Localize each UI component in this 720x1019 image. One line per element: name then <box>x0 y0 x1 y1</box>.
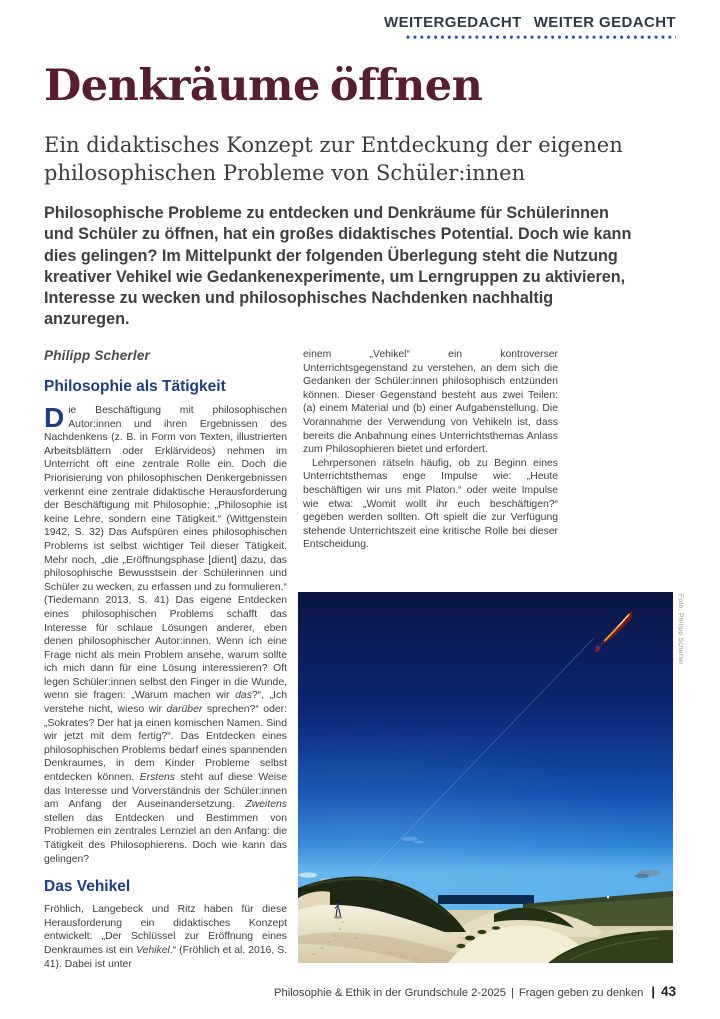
article-title-main: Denkräume <box>44 61 320 111</box>
photo-sea <box>438 895 534 904</box>
right-column <box>303 348 558 552</box>
right-column-paragraph-1: einem „Vehikel“ ein kontroverser Unterrichtsgegenstand zu verstehen, an dem sich die Gedanken der Schüler:innen philosophisch entzünden können. Dieser Gegenstand besteht aus zwei Teilen: (a) einem Material und (b) einer Aufgabenstellung. Die Vorannahme der Verwendung von Vehikeln ist, dass bereits die Anbahnung eines Unterrichtsthemas Anlass zum Philosophieren bietet und erfordert. <box>303 349 558 456</box>
kicker-text-2: WEITER GEDACHT <box>533 14 676 31</box>
section1-text: ie Beschäftigung mit philosophischen Autor:innen und ihren Ergebnissen des Nachdenkens (z. B. in Form von Texten, illustrierten Arbeitsblättern oder Erklärvideos) nehmen im Unterricht oft eine zentrale Rolle ein. Doch die Priorisierung von philosophischen Denkergebnissen verkennt eine zentrale didaktische Herausforderung der Beschäftigung mit Philosophie: „Philosophie ist keine Lehre, sondern eine Tätigkeit.“ (Wittgenstein 1942, S. 32) Das Aufspüren eines philosophischen Problems ist selbst wichtiger Teil dieser Tätigkeit. Mehr noch, „die „Eröffnungsphase [dient] dazu, das philosophische Bewusstsein der Schülerinnen und Schüler zu wecken, zu erfassen und zu formulieren.“ (Tiedemann 2013, S. 41) Das eigene Entdecken eines philosophischen Problems schafft das Interesse für schlaue Lösungen anderer, eben denen philosophischer Autor:innen. Wenn ich eine Frage nicht als mein Problem ansehe, warum sollte ich mich dann für eine Lösung interessieren? Oft legen Schüler:innen selbst den Finger in die Wunde, wenn sie fragen: „Warum machen wir das?“, „Ich verstehe nicht, wieso wir darüber sprechen?“ oder: „Sokrates? Der hat ja einen komischen Namen. Sind wir jetzt mit dem fertig?“. Das Entdecken eines philosophischen Problems bedarf eines spannenden Denkraumes, in dem Kinder Probleme selbst entdecken können. Erstens steht auf diese Weise das Interesse und Vorverständnis der Schüler:innen am Anfang der Auseinandersetzung. Zweitens stellen das Entdecken und Bestimmen von Problemen ein zentrales Lernziel an den Anfang: die Tätigkeit des Philosophierens. Doch wie kann das gelingen? <box>44 405 288 865</box>
kicker <box>384 14 676 31</box>
footer-separator: | <box>511 987 514 999</box>
author-byline: Philipp Scherler <box>44 348 150 363</box>
dune-kite-photo <box>298 592 673 963</box>
article-subtitle: Ein didaktisches Konzept zur Entdeckung der eigenen philosophischen Probleme von Schüler:innen <box>44 133 623 185</box>
article-title <box>44 63 482 110</box>
lead-paragraph: Philosophische Probleme zu entdecken und Denkräume für Schülerinnen und Schüler zu öffnen, hat ein großes didaktisches Potential. Doch wie kann dies gelingen? Im Mittelpunkt der folgenden Überlegung steht die Nutzung kreativer Vehikel wie Gedankenexperimente, um Lerngruppen zu aktivieren, Interesse zu wecken und philosophisches Nachdenken nachhaltig anzuregen. <box>44 204 632 329</box>
article-title-accent: öffnen <box>329 61 483 111</box>
photo-credit: Foto: Philipp Scherler <box>677 594 684 665</box>
page-number-separator: | <box>651 984 655 999</box>
journal-name: Philosophie & Ethik in der Grundschule 2-2025 <box>274 987 507 999</box>
right-column-paragraph-2: Lehrpersonen rätseln häufig, ob zu Beginn eines Unterrichtsthemas enge Impulse wie: „Heute beschäftigen wir uns mit Platon.“ oder weite Impulse wie etwa: „Womit wollt ihr euch beschäftigen?“ gegeben werden sollten. Oft spielt die zur Verfügung stehende Unterrichtszeit eine kritische Rolle bei dieser Entscheidung. <box>303 457 558 551</box>
page-number: 43 <box>660 984 676 999</box>
dune-kite-photo-graphic <box>298 592 673 963</box>
kicker-text-1: WEITERGEDACHT <box>384 14 522 31</box>
issue-theme: Fragen geben zu denken <box>518 987 644 999</box>
section2-paragraph: Fröhlich, Langebeck und Ritz haben für diese Herausforderung ein didaktisches Konzept entwickelt: „Der Schlüssel zur Eröffnung eines Denkraumes ist ein Vehikel.“ (Fröhlich et al. 2016, S. 41). Dabei ist unter <box>44 904 288 970</box>
section1-paragraph <box>44 404 287 866</box>
kicker-dotted-rule <box>406 35 676 40</box>
page-footer <box>274 984 676 999</box>
drop-cap: D <box>44 402 65 433</box>
left-column <box>44 348 287 971</box>
section-heading-philosophie: Philosophie als Tätigkeit <box>44 378 226 395</box>
section-heading-vehikel: Das Vehikel <box>44 878 131 896</box>
